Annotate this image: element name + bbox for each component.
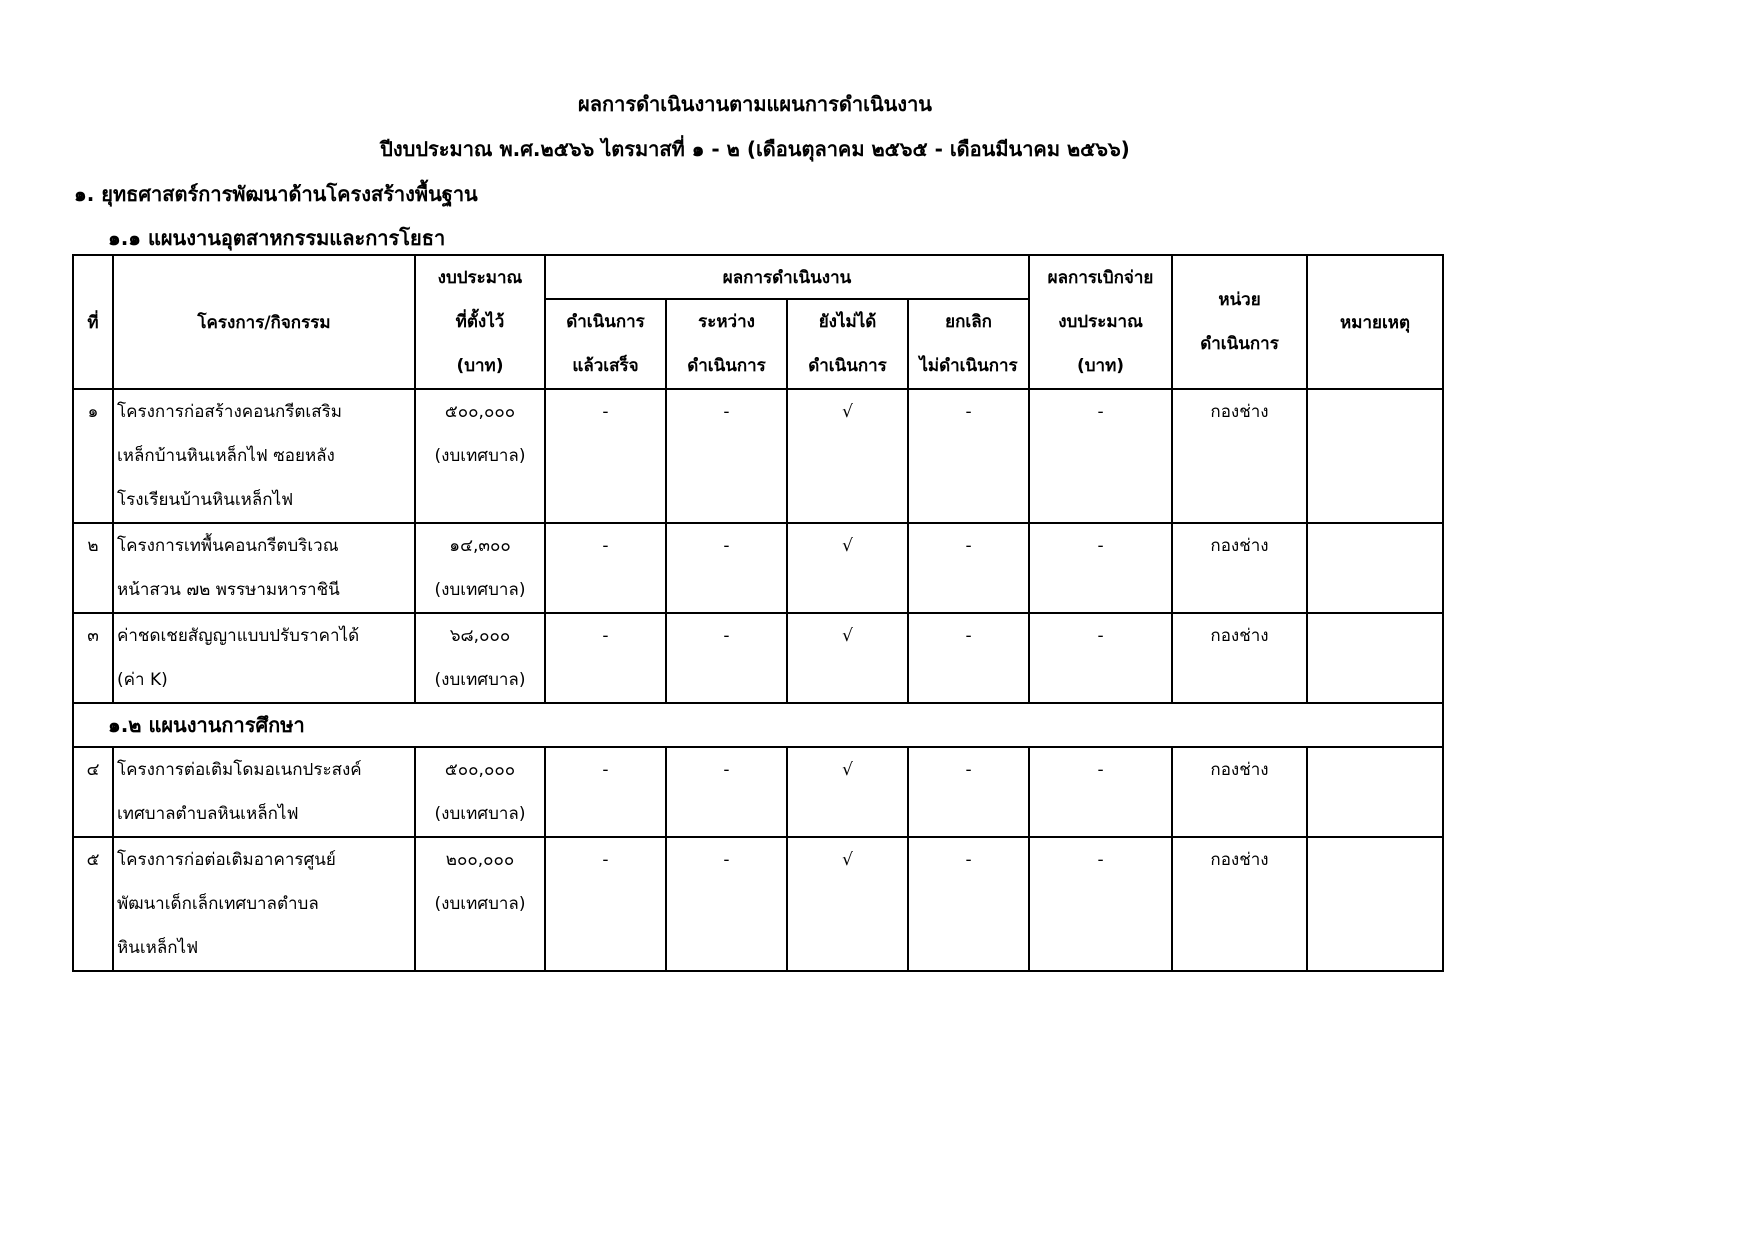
budget-source: (งบเทศบาล)	[434, 894, 526, 914]
header-done-line: ดำเนินการ	[566, 312, 645, 332]
header-disbursed-line: ผลการเบิกจ่าย	[1047, 268, 1154, 288]
status-notyet: √	[787, 747, 908, 837]
status-notyet: √	[787, 837, 908, 971]
remark-cell	[1307, 613, 1443, 703]
disbursed-amount: -	[1029, 747, 1172, 837]
remark-cell	[1307, 837, 1443, 971]
status-inprogress: -	[666, 747, 787, 837]
project-name-line: หินเหล็กไฟ	[117, 938, 199, 958]
header-done-line: แล้วเสร็จ	[572, 356, 639, 376]
project-name	[113, 747, 415, 837]
remark-cell	[1307, 747, 1443, 837]
status-done: -	[545, 389, 666, 523]
row-number: ๒	[73, 523, 113, 613]
disbursed-amount: -	[1029, 523, 1172, 613]
status-inprogress: -	[666, 389, 787, 523]
plan-heading-2: ๑.๒ แผนงานการศึกษา	[73, 703, 1443, 747]
header-inprogress	[666, 299, 787, 389]
header-budget-line: ที่ตั้งไว้	[455, 312, 505, 332]
disbursed-amount: -	[1029, 837, 1172, 971]
status-done: -	[545, 523, 666, 613]
disbursed-amount: -	[1029, 613, 1172, 703]
project-name-line: หน้าสวน ๗๒ พรรษามหาราชินี	[117, 580, 340, 600]
header-unit	[1172, 255, 1307, 389]
header-remark: หมายเหตุ	[1307, 255, 1443, 389]
budget-amount: ๕๐๐,๐๐๐	[444, 760, 516, 780]
project-name	[113, 837, 415, 971]
row-number: ๓	[73, 613, 113, 703]
status-inprogress: -	[666, 837, 787, 971]
header-budget-line: งบประมาณ	[437, 268, 523, 288]
header-project: โครงการ/กิจกรรม	[113, 255, 415, 389]
budget-amount: ๒๐๐,๐๐๐	[445, 850, 515, 870]
header-cancel-line: ไม่ดำเนินการ	[919, 356, 1018, 376]
status-cancel: -	[908, 747, 1029, 837]
budget-amount: ๑๔,๓๐๐	[449, 536, 511, 556]
project-name	[113, 523, 415, 613]
project-name-line: (ค่า K)	[117, 670, 168, 690]
document-title: ผลการดำเนินงานตามแผนการดำเนินงาน	[578, 92, 932, 116]
header-no: ที่	[73, 255, 113, 389]
status-done: -	[545, 837, 666, 971]
status-done: -	[545, 747, 666, 837]
header-done	[545, 299, 666, 389]
status-notyet: √	[787, 613, 908, 703]
table-row	[73, 389, 1443, 523]
plan-heading-1: ๑.๑ แผนงานอุตสาหกรรมและการโยธา	[108, 226, 446, 250]
row-number: ๕	[73, 837, 113, 971]
status-done: -	[545, 613, 666, 703]
status-cancel: -	[908, 613, 1029, 703]
status-cancel: -	[908, 523, 1029, 613]
results-table	[72, 254, 1444, 972]
header-unit-line: หน่วย	[1218, 290, 1261, 310]
budget-amount: ๕๐๐,๐๐๐	[444, 402, 516, 422]
project-name	[113, 389, 415, 523]
table-row	[73, 613, 1443, 703]
header-budget	[415, 255, 545, 389]
header-notyet-line: ดำเนินการ	[808, 356, 887, 376]
disbursed-amount: -	[1029, 389, 1172, 523]
status-inprogress: -	[666, 523, 787, 613]
header-unit-line: ดำเนินการ	[1200, 334, 1279, 354]
project-name-line: เหล็กบ้านหินเหล็กไฟ ซอยหลัง	[117, 446, 335, 466]
budget-cell	[415, 837, 545, 971]
budget-cell	[415, 747, 545, 837]
responsible-unit: กองช่าง	[1172, 613, 1307, 703]
budget-cell	[415, 613, 545, 703]
project-name-line: โครงการเทพื้นคอนกรีตบริเวณ	[117, 536, 339, 556]
project-name-line: โรงเรียนบ้านหินเหล็กไฟ	[117, 490, 294, 510]
responsible-unit: กองช่าง	[1172, 747, 1307, 837]
header-disbursed-line: (บาท)	[1076, 356, 1125, 376]
remark-cell	[1307, 523, 1443, 613]
project-name-line: ค่าชดเชยสัญญาแบบปรับราคาได้	[117, 626, 360, 646]
header-notyet-line: ยังไม่ได้	[818, 312, 877, 332]
budget-source: (งบเทศบาล)	[434, 670, 526, 690]
status-inprogress: -	[666, 613, 787, 703]
responsible-unit: กองช่าง	[1172, 837, 1307, 971]
budget-cell	[415, 523, 545, 613]
project-name-line: เทศบาลตำบลหินเหล็กไฟ	[117, 804, 299, 824]
remark-cell	[1307, 389, 1443, 523]
row-number: ๑	[73, 389, 113, 523]
project-name-line: โครงการก่อต่อเติมอาคารศูนย์	[117, 850, 336, 870]
status-notyet: √	[787, 523, 908, 613]
responsible-unit: กองช่าง	[1172, 389, 1307, 523]
document-subtitle: ปีงบประมาณ พ.ศ.๒๕๖๖ ไตรมาสที่ ๑ - ๒ (เดือนตุลาคม ๒๕๖๕ - เดือนมีนาคม ๒๕๖๖)	[380, 137, 1130, 161]
status-notyet: √	[787, 389, 908, 523]
table-row	[73, 523, 1443, 613]
header-results: ผลการดำเนินงาน	[545, 255, 1029, 299]
project-name-line: โครงการก่อสร้างคอนกรีตเสริม	[117, 402, 342, 422]
status-cancel: -	[908, 837, 1029, 971]
plan-row	[73, 703, 1443, 747]
budget-source: (งบเทศบาล)	[434, 446, 526, 466]
table-row	[73, 747, 1443, 837]
responsible-unit: กองช่าง	[1172, 523, 1307, 613]
table-row	[73, 837, 1443, 971]
project-name	[113, 613, 415, 703]
header-budget-line: (บาท)	[456, 356, 504, 376]
header-disbursed	[1029, 255, 1172, 389]
header-disbursed-line: งบประมาณ	[1058, 312, 1143, 332]
budget-source: (งบเทศบาล)	[434, 580, 526, 600]
header-cancel	[908, 299, 1029, 389]
row-number: ๔	[73, 747, 113, 837]
header-notyet	[787, 299, 908, 389]
budget-amount: ๖๘,๐๐๐	[449, 626, 511, 646]
header-inprogress-line: ดำเนินการ	[687, 356, 766, 376]
strategy-heading: ๑. ยุทธศาสตร์การพัฒนาด้านโครงสร้างพื้นฐาน	[74, 182, 478, 206]
header-cancel-line: ยกเลิก	[945, 312, 992, 332]
header-inprogress-line: ระหว่าง	[698, 312, 755, 332]
budget-source: (งบเทศบาล)	[434, 804, 526, 824]
budget-cell	[415, 389, 545, 523]
project-name-line: พัฒนาเด็กเล็กเทศบาลตำบล	[117, 894, 319, 914]
project-name-line: โครงการต่อเติมโดมอเนกประสงค์	[117, 760, 362, 780]
status-cancel: -	[908, 389, 1029, 523]
